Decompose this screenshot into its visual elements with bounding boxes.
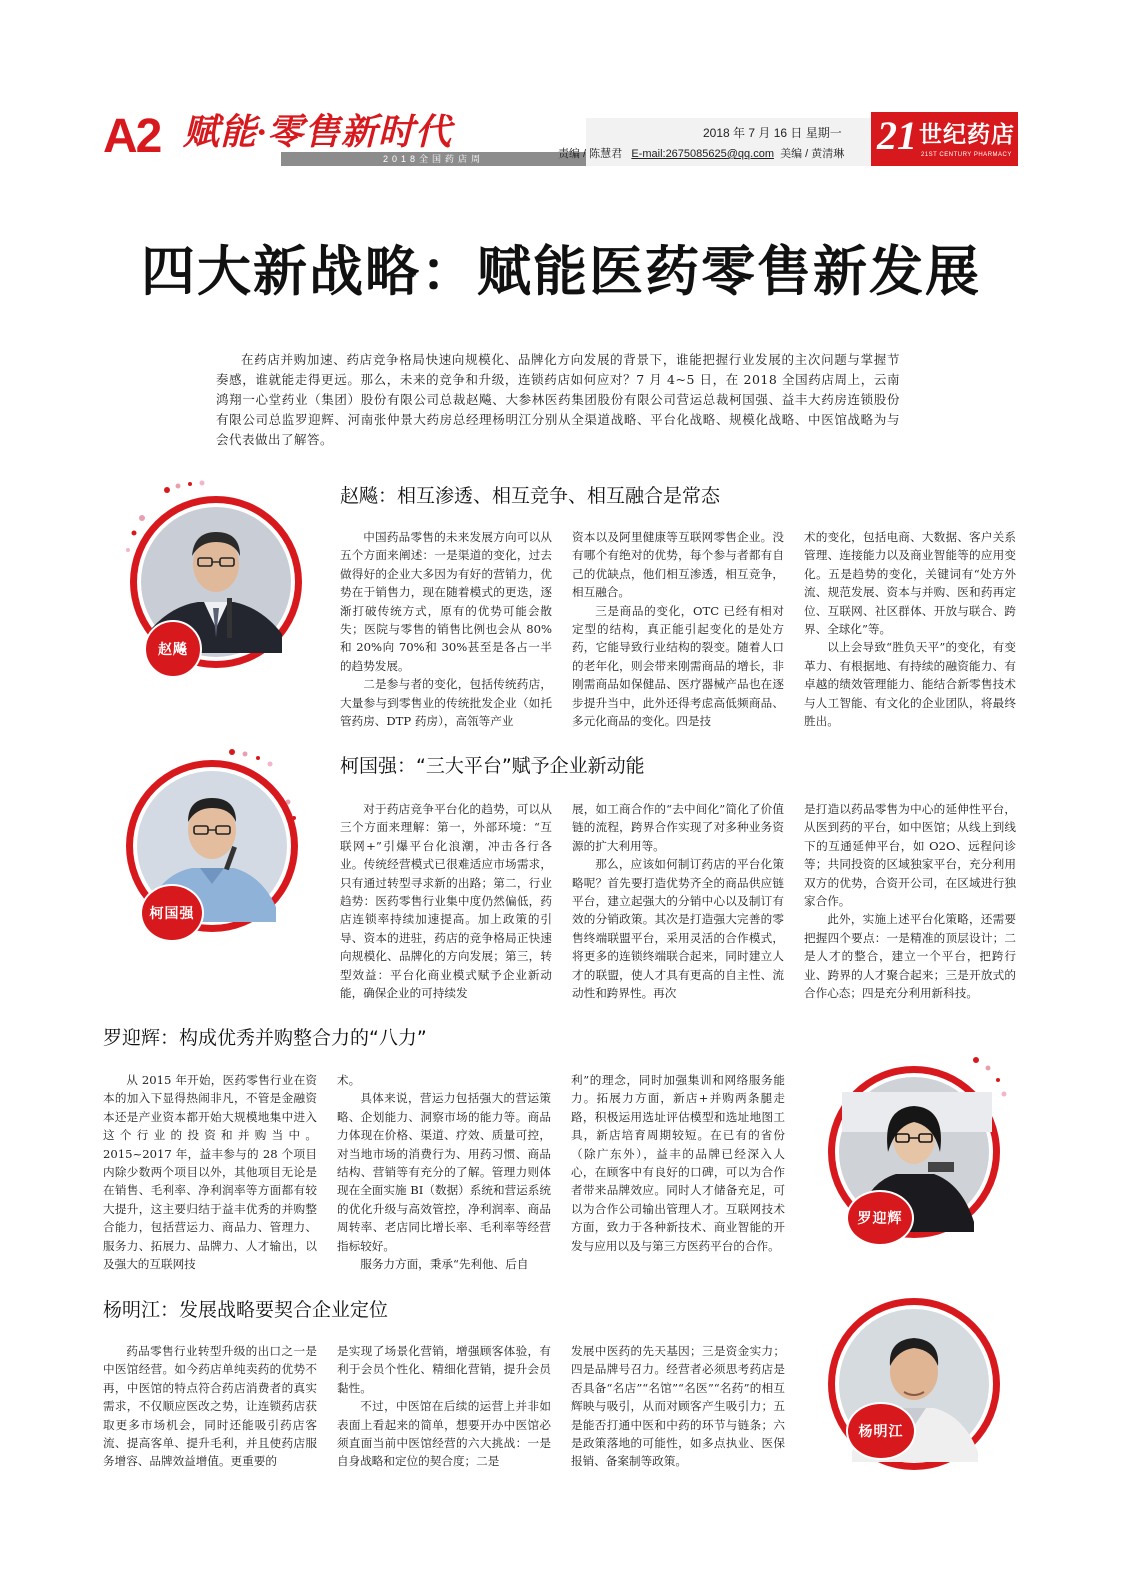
paragraph: 资本以及阿里健康等互联网零售企业。没有哪个有绝对的优势，每个参与者都有自己的优缺点，他们相互渗透，相互竞争，相互融合。 <box>572 530 784 600</box>
editor-email[interactable]: E-mail:2675085625@qq.com <box>631 148 774 160</box>
paragraph: 二是参与者的变化，包括传统药店，大量参与到零售业的传统批发企业（如托管药房、DTP 药房），高瓴等产业 <box>340 677 552 728</box>
portrait-zhao <box>112 478 312 678</box>
paragraph: 那么，应该如何制订药店的平台化策略呢？首先要打造优势齐全的商品供应链平台，建立起强大的分销中心以及制订有效的分销政策。其次是打造强大完善的零售终端联盟平台，采用灵活的合作模式，将更多的连锁终端联合起来，同时建立人才的联盟，使人才具有更高的自主性、流动性和跨界性。再次 <box>572 857 784 1001</box>
portrait-zhao-photo <box>112 478 312 678</box>
section-title: 赋能·零售新时代 <box>183 112 453 152</box>
section-subtitle-bar <box>281 152 586 166</box>
column-ke-1 <box>340 800 552 1005</box>
portrait-yang-photo <box>816 1280 1016 1480</box>
column-ke-3 <box>804 800 1016 1005</box>
paragraph: 是打造以药品零售为中心的延伸性平台，从医到药的平台，如中医馆；从线上到线下的互通延伸平台，如 O2O、远程问诊等；共同投资的区域独家平台，充分利用双方的优势，合资开公司，在区域进行独家合作。 <box>804 802 1016 909</box>
paragraph: 中国药品零售的未来发展方向可以从五个方面来阐述：一是渠道的变化，过去做得好的企业大多因为有好的营销力，优势在于销售力，现在随着模式的更迭，逐渐打破传统方式，原有的优势可能会散失；医院与零售的销售比例也会从 80%和 20%向 70%和 30%甚至是各占一半的趋势发展。 <box>340 530 552 673</box>
column-ke-2 <box>572 800 784 1005</box>
section-title-ke: 柯国强：“三大平台”赋予企业新动能 <box>340 755 645 777</box>
name-badge-ke: 柯国强 <box>140 884 204 942</box>
designer: 美编 / 黄清琳 <box>780 148 845 160</box>
paragraph: 以上会导致“胜负天平”的变化，有变革力、有根据地、有持续的融资能力、有卓越的绩效管理能力、能结合新零售技术与人工智能、有文化的企业团队，将最终胜出。 <box>804 640 1016 728</box>
page-number: A2 <box>103 110 161 163</box>
paragraph: 利”的理念，同时加强集训和网络服务能力。拓展力方面，新店+并购两条腿走路，积极运用选址评估模型和选址地图工具，新店培育周期较短。在已有的省份（除广东外），益丰的品牌已经深入人心，在顾客中有良好的口碑，可以为合作者带来品牌效应。同时人才储备充足，可以为合作公司输出管理人才。互联网技术方面，致力于各种新技术、商业智能的开发与应用以及与第三方医药平台的合作。 <box>571 1073 785 1253</box>
column-yang-1 <box>103 1342 317 1472</box>
paragraph: 展，如工商合作的“去中间化”简化了价值链的流程，跨界合作实现了对多种业务资源的扩大利用等。 <box>572 802 784 853</box>
column-luo-2 <box>337 1071 551 1276</box>
section-title-zhao: 赵飚：相互渗透、相互竞争、相互融合是常态 <box>340 485 721 507</box>
newspaper-logo <box>871 112 1018 166</box>
section-title-luo: 罗迎辉：构成优秀并购整合力的“八力” <box>103 1027 427 1049</box>
paragraph: 药品零售行业转型升级的出口之一是中医馆经营。如今药店单纯卖药的优势不再，中医馆的特点符合药店消费者的真实需求，不仅顺应医改之势，让连锁药店获取更多市场机会，同时还能吸引药店客流、提高客单、提升毛利，并且使药店服务增容、品牌效益增值。更重要的 <box>103 1344 317 1469</box>
column-zhao-3 <box>804 528 1016 728</box>
editor-line <box>558 145 844 161</box>
column-yang-2 <box>337 1342 551 1472</box>
paragraph: 此外，实施上述平台化策略，还需要把握四个要点：一是精准的顶层设计；二是人才的整合，建立一个平台，把跨行业、跨界的人才聚合起来；三是开放式的合作心态；四是充分利用新科技。 <box>804 912 1016 1001</box>
issue-date: 2018 年 7 月 16 日 星期一 <box>703 126 842 140</box>
column-luo-1 <box>103 1071 317 1276</box>
portrait-ke <box>112 742 312 942</box>
editor: 责编 / 陈慧君 <box>558 148 623 160</box>
paragraph: 发展中医药的先天基因；三是资金实力；四是品牌号召力。经营者必须思考药店是否具备“名店”“名馆”“名医”“名药”的相互辉映与吸引，从而对顾客产生吸引力；五是能否打通中医和中药的环节与链条；六是政策落地的可能性，如多点执业、医保报销、备案制等政策。 <box>571 1344 785 1469</box>
logo-number: 21 <box>877 113 917 158</box>
portrait-luo <box>816 1052 1016 1252</box>
paragraph: 具体来说，营运力包括强大的营运策略、企划能力、洞察市场的能力等。商品力体现在价格、渠道、疗效、质量可控，对当地市场的消费行为、用药习惯、商品结构、营销等有充分的了解。管理力则体现在全面实施 BI（数据）系统和营运系统的优化升级与高效管控，净利润率、商品周转率、老店同比增长率、毛利率等经营指标较好。 <box>337 1091 551 1253</box>
paragraph: 术。 <box>337 1073 361 1087</box>
logo-name: 世纪药店 <box>919 121 1015 148</box>
paragraph: 服务力方面，秉承“先利他、后自 <box>360 1257 529 1272</box>
column-zhao-2 <box>572 528 784 728</box>
paragraph: 三是商品的变化，OTC 已经有相对定型的结构，真正能引起变化的是处方药，它能导致行业结构的裂变。随着人口的老年化，则会带来刚需商品的增长，非刚需商品如保健品、医疗器械产品也在逐步提升当中，此外还得考虑高低频商品、多元化商品的变化。四是技 <box>572 603 784 728</box>
paragraph: 是实现了场景化营销，增强顾客体验，有利于会员个性化、精细化营销，提升会员黏性。 <box>337 1344 551 1395</box>
headline: 四大新战略：赋能医药零售新发展 <box>141 239 981 303</box>
section-title-yang: 杨明江：发展战略要契合企业定位 <box>103 1299 389 1321</box>
column-luo-3 <box>571 1071 785 1276</box>
column-yang-3 <box>571 1342 785 1472</box>
lead-paragraph: 在药店并购加速、药店竞争格局快速向规模化、品牌化方向发展的背景下，谁能把握行业发展的主次问题与掌握节奏感，谁就能走得更远。那么，未来的竞争和升级，连锁药店如何应对？7 月 4~5 日，在 2018 全国药店周上，云南鸿翔一心堂药业（集团）股份有限公司总裁赵飚、大参林医药集团股份有限公司营运总裁柯国强、益丰大药房连锁股份有限公司总监罗迎辉、河南张仲景大药房总经理杨明江分别从全渠道战略、平台化战略、规模化战略、中医馆战略为与会代表做出了解答。 <box>216 352 900 447</box>
masthead <box>103 108 1018 164</box>
logo-english: 21ST CENTURY PHARMACY <box>921 152 1012 158</box>
paragraph: 术的变化，包括电商、大数据、客户关系管理、连接能力以及商业智能等的应用变化。五是趋势的变化，关键词有“处方外流、规范发展、资本与并购、医和药再定位、互联网、社区群体、开放与联合、跨界、全球化”等。 <box>804 530 1016 637</box>
name-badge-luo: 罗迎辉 <box>846 1190 914 1246</box>
portrait-yang <box>816 1280 1016 1480</box>
paragraph: 从 2015 年开始，医药零售行业在资本的加入下显得热闹非凡，不管是金融资本还是产业资本都开始大规模地集中进入这个行业的投资和并购当中。2015~2017 年，益丰参与的 28 个项目内除少数两个项目以外，其他项目无论是在销售、毛利率、净利润率等方面都有较大提升，这主要归结于益丰优秀的并购整合能力，包括营运力、商品力、管理力、服务力、拓展力、品牌力、人才输出，以及强大的互联网技 <box>103 1073 317 1272</box>
column-zhao-1 <box>340 528 552 728</box>
name-badge-yang: 杨明江 <box>846 1402 916 1460</box>
section-subtitle: 2018全国药店周 <box>382 154 485 164</box>
paragraph: 对于药店竞争平台化的趋势，可以从三个方面来理解：第一，外部环境：“互联网+”引爆平台化浪潮，冲击各行各业。传统经营模式已很难适应市场需求，只有通过转型寻求新的出路；第二，行业趋势：医药零售行业集中度仍然偏低，药店连锁率持续加速提高。加上政策的引导、资本的进驻，药店的竞争格局正快速向规模化、品牌化的方向发展；第三，转型效益：平台化商业模式赋予企业新动能，确保企业的可持续发 <box>340 802 552 1001</box>
name-badge-zhao: 赵飚 <box>144 620 202 678</box>
paragraph: 不过，中医馆在后续的运营上并非如表面上看起来的简单，想要开办中医馆必须直面当前中医馆经营的六大挑战：一是自身战略和定位的契合度；二是 <box>337 1399 551 1469</box>
